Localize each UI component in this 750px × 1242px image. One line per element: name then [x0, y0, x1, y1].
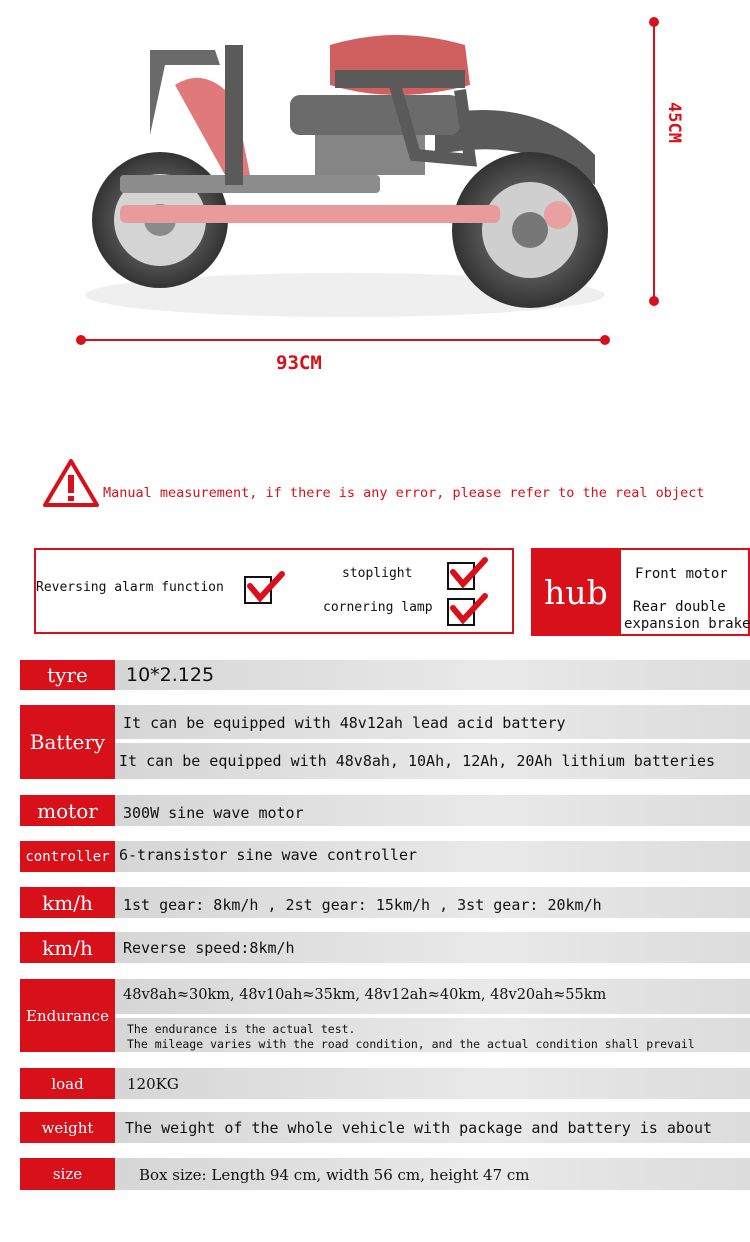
- width-dimension-end-dot: [600, 335, 610, 345]
- stoplight-label: stoplight: [342, 566, 413, 581]
- endurance-note-2: The mileage varies with the road condition, and the actual condition shall prevail: [127, 1037, 695, 1051]
- width-dimension-start-dot: [76, 335, 86, 345]
- endurance-note-1: The endurance is the actual test.: [127, 1022, 356, 1036]
- battery-label: Battery: [20, 705, 115, 779]
- endurance-ranges: 48v8ah≈30km, 48v10ah≈35km, 48v12ah≈40km, 48v20ah≈55km: [123, 987, 607, 1003]
- weight-label: weight: [20, 1112, 115, 1143]
- speed-gears-label: km/h: [20, 887, 115, 918]
- checkmark-icon: [449, 556, 489, 590]
- motor-value: 300W sine wave motor: [123, 804, 304, 822]
- measurement-warning-text: Manual measurement, if there is any error, please refer to the real object: [103, 485, 705, 501]
- cornering-lamp-label: cornering lamp: [323, 600, 433, 615]
- height-dimension-bottom-dot: [649, 296, 659, 306]
- reverse-speed-value: Reverse speed:8km/h: [123, 939, 295, 957]
- motor-label: motor: [20, 795, 115, 826]
- scooter-product-image: [75, 25, 620, 325]
- hub-rear-brake-line2: expansion brake: [624, 616, 750, 632]
- speed-gears-value: 1st gear: 8km/h , 2st gear: 15km/h , 3st gear: 20km/h: [123, 896, 602, 914]
- tyre-value: 10*2.125: [126, 664, 215, 686]
- load-label: load: [20, 1068, 115, 1099]
- height-dimension-top-dot: [649, 17, 659, 27]
- tyre-label: tyre: [20, 660, 115, 690]
- width-dimension-line: [80, 339, 606, 341]
- height-dimension-line: [653, 22, 655, 302]
- width-dimension-label: 93CM: [276, 352, 322, 374]
- reverse-speed-label: km/h: [20, 932, 115, 963]
- load-row: [115, 1068, 750, 1099]
- size-value: Box size: Length 94 cm, width 56 cm, height 47 cm: [139, 1166, 530, 1184]
- height-dimension-label: 45CM: [664, 102, 684, 143]
- battery-line-2: It can be equipped with 48v8ah, 10Ah, 12Ah, 20Ah lithium batteries: [119, 752, 716, 770]
- checkmark-icon: [246, 570, 286, 604]
- controller-label: controller: [20, 841, 115, 872]
- endurance-label: Endurance: [20, 979, 115, 1052]
- hub-label: hub: [531, 548, 621, 636]
- hub-rear-brake-line1: Rear double: [633, 599, 726, 615]
- controller-value: 6-transistor sine wave controller: [119, 846, 418, 864]
- load-value: 120KG: [127, 1075, 179, 1093]
- warning-icon: [42, 458, 100, 508]
- size-label: size: [20, 1158, 115, 1190]
- checkmark-icon: [449, 592, 489, 626]
- hub-front-motor: Front motor: [635, 566, 728, 582]
- weight-value: The weight of the whole vehicle with package and battery is about: [125, 1119, 712, 1137]
- reversing-alarm-label: Reversing alarm function: [36, 580, 224, 595]
- battery-line-1: It can be equipped with 48v12ah lead acid battery: [123, 714, 566, 732]
